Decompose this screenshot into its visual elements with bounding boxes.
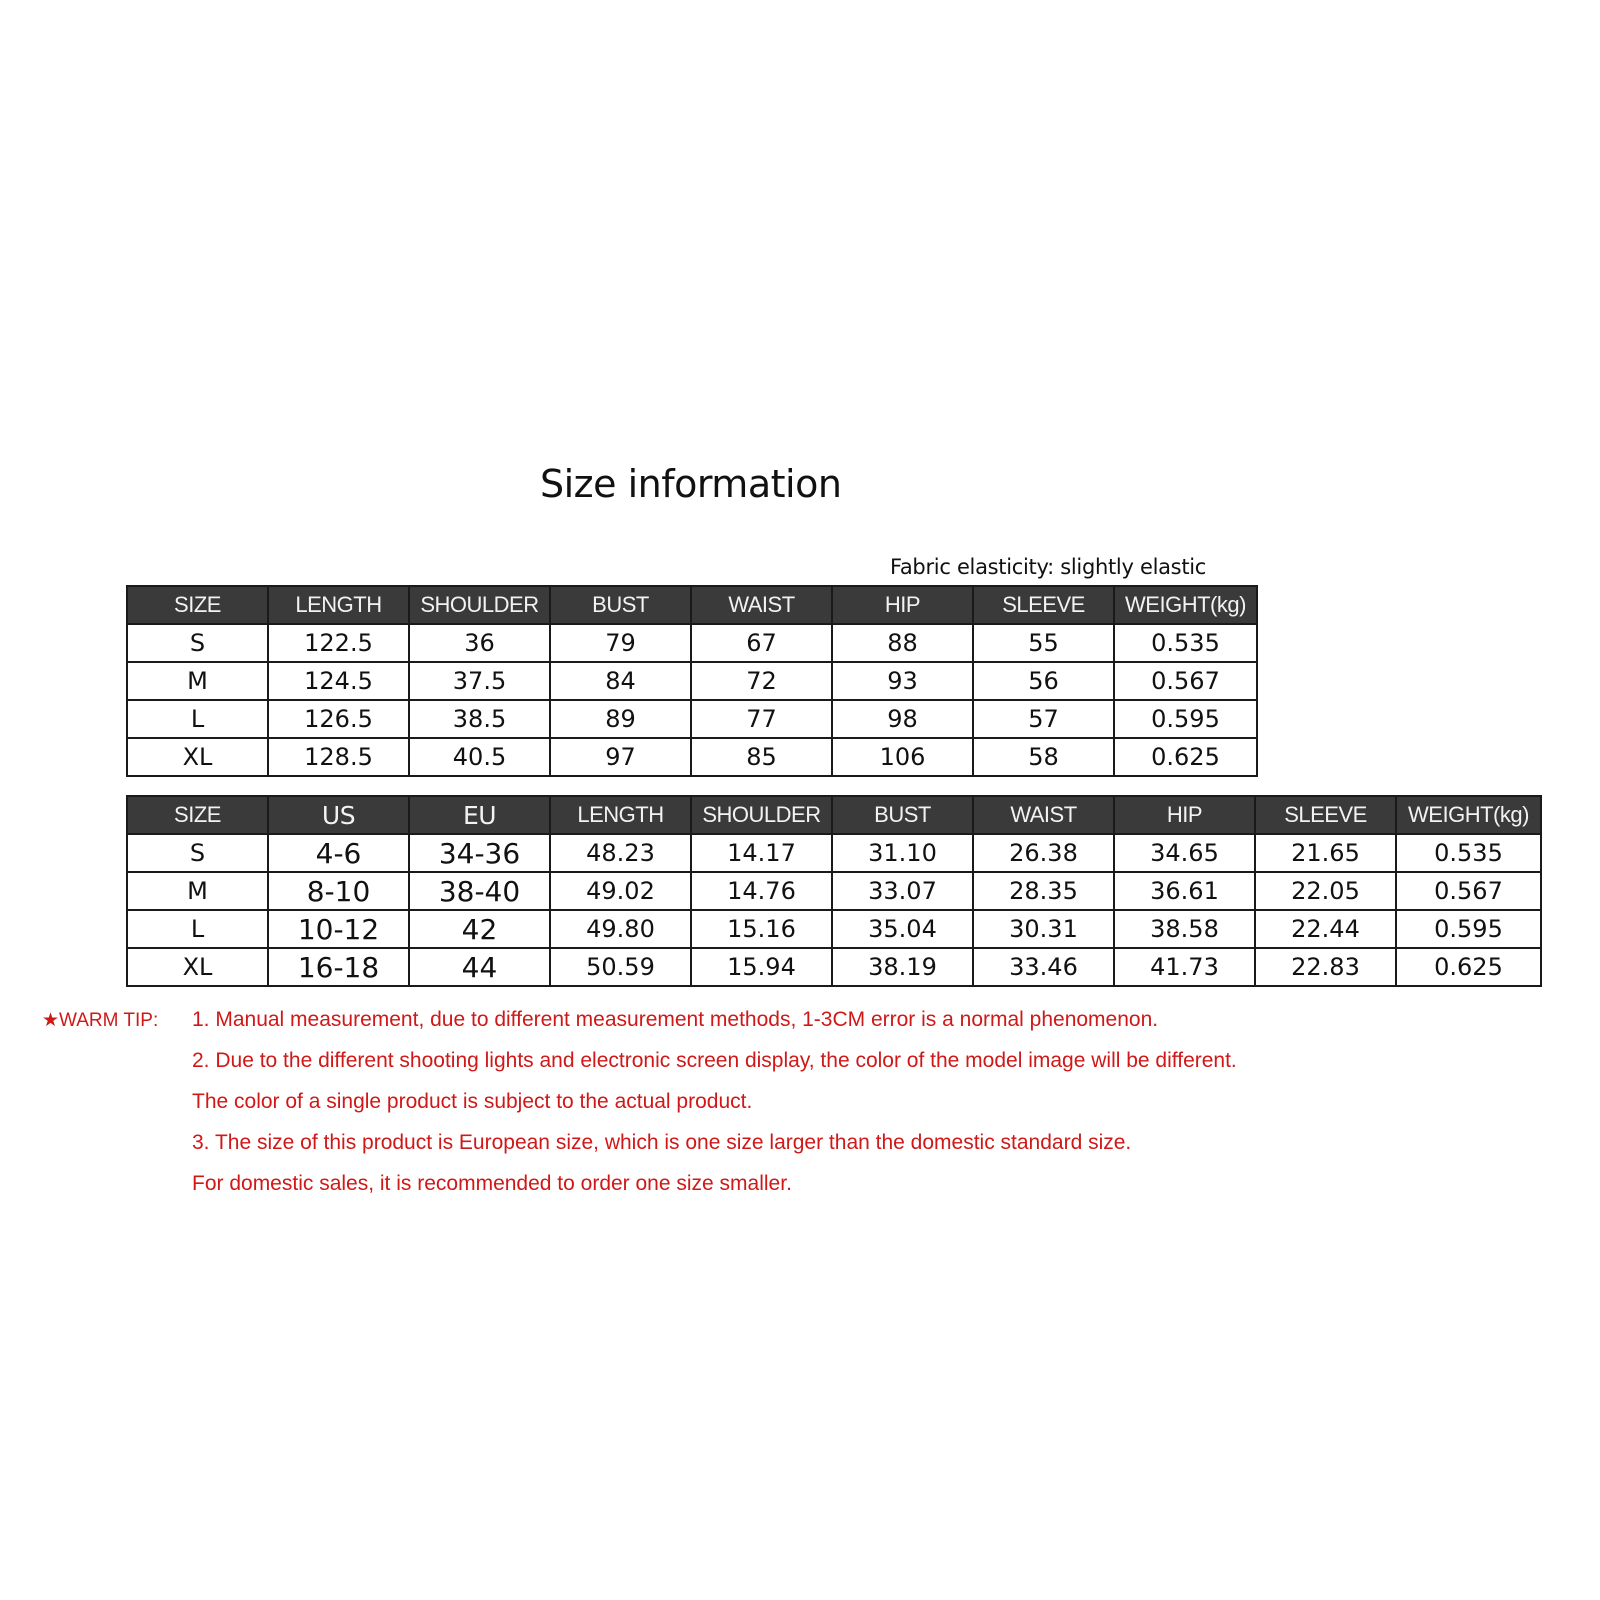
table-cell: 58 (973, 738, 1114, 776)
table-cell: 122.5 (268, 624, 409, 662)
header-cell: WEIGHT(kg) (1396, 796, 1541, 834)
table-cell: L (127, 910, 268, 948)
table-cell: 55 (973, 624, 1114, 662)
table-cell: 15.16 (691, 910, 832, 948)
table-cell: XL (127, 948, 268, 986)
table-cell: 38.5 (409, 700, 550, 738)
table-cell: M (127, 872, 268, 910)
table-cell: 85 (691, 738, 832, 776)
table-cell: 40.5 (409, 738, 550, 776)
table-cell: 88 (832, 624, 973, 662)
table-cell: 0.625 (1114, 738, 1257, 776)
header-cell: BUST (550, 586, 691, 624)
warm-tip-label: ★WARM TIP: (42, 1010, 159, 1031)
table-cell: 57 (973, 700, 1114, 738)
warm-tip-line: For domestic sales, it is recommended to order one size smaller. (192, 1172, 792, 1195)
page-title: Size information (540, 462, 842, 506)
table-cell: 56 (973, 662, 1114, 700)
table-cell: 10-12 (268, 910, 409, 948)
warm-tip-line: 3. The size of this product is European size, which is one size larger than the domestic standard size. (192, 1131, 1132, 1154)
header-cell: LENGTH (268, 586, 409, 624)
table-cell: 22.05 (1255, 872, 1396, 910)
header-cell: WAIST (691, 586, 832, 624)
header-cell: BUST (832, 796, 973, 834)
table-cell: 21.65 (1255, 834, 1396, 872)
table-cell: XL (127, 738, 268, 776)
warm-tip-line: 2. Due to the different shooting lights and electronic screen display, the color of the model image will be different. (192, 1049, 1237, 1072)
table-cell: 14.17 (691, 834, 832, 872)
table-cell: 34-36 (409, 834, 550, 872)
table-cell: 33.07 (832, 872, 973, 910)
header-cell: US (268, 796, 409, 834)
warm-tip-line: The color of a single product is subject to the actual product. (192, 1090, 753, 1113)
fabric-elasticity-note: Fabric elasticity: slightly elastic (890, 555, 1207, 579)
table-row (127, 700, 1257, 738)
table-cell: 72 (691, 662, 832, 700)
table-cell: 41.73 (1114, 948, 1255, 986)
table-cell: 42 (409, 910, 550, 948)
table-cell: S (127, 834, 268, 872)
table-header-row (127, 796, 1541, 834)
table-header-row (127, 586, 1257, 624)
table-cell: 44 (409, 948, 550, 986)
table-cell: 49.80 (550, 910, 691, 948)
table-cell: 0.595 (1396, 910, 1541, 948)
table-cell: 0.625 (1396, 948, 1541, 986)
table-cell: 98 (832, 700, 973, 738)
table-cell: 38-40 (409, 872, 550, 910)
table-cell: 38.58 (1114, 910, 1255, 948)
table-cell: 4-6 (268, 834, 409, 872)
header-cell: EU (409, 796, 550, 834)
table-cell: 36 (409, 624, 550, 662)
warm-tip-line: 1. Manual measurement, due to different measurement methods, 1-3CM error is a normal phenomenon. (192, 1008, 1159, 1031)
table-cell: 84 (550, 662, 691, 700)
header-cell: WAIST (973, 796, 1114, 834)
header-cell: SIZE (127, 796, 268, 834)
table-cell: 22.83 (1255, 948, 1396, 986)
table-cell: L (127, 700, 268, 738)
table-cell: 0.535 (1114, 624, 1257, 662)
table-cell: 36.61 (1114, 872, 1255, 910)
header-cell: HIP (832, 586, 973, 624)
table-cell: 106 (832, 738, 973, 776)
table-row (127, 662, 1257, 700)
header-cell: SHOULDER (691, 796, 832, 834)
table-cell: 79 (550, 624, 691, 662)
table-cell: 37.5 (409, 662, 550, 700)
table-row (127, 834, 1541, 872)
header-cell: WEIGHT(kg) (1114, 586, 1257, 624)
table-cell: 31.10 (832, 834, 973, 872)
table-row (127, 872, 1541, 910)
table-cell: 0.535 (1396, 834, 1541, 872)
header-cell: SLEEVE (1255, 796, 1396, 834)
table-cell: 8-10 (268, 872, 409, 910)
table-cell: 28.35 (973, 872, 1114, 910)
header-cell: SIZE (127, 586, 268, 624)
table-cell: 50.59 (550, 948, 691, 986)
table-cell: 22.44 (1255, 910, 1396, 948)
table-cell: 89 (550, 700, 691, 738)
table-row (127, 948, 1541, 986)
table-cell: 77 (691, 700, 832, 738)
table-cell: 49.02 (550, 872, 691, 910)
table-cell: 26.38 (973, 834, 1114, 872)
table-row (127, 910, 1541, 948)
table-cell: 0.567 (1396, 872, 1541, 910)
table-cell: 30.31 (973, 910, 1114, 948)
table-cell: 97 (550, 738, 691, 776)
warm-tip-lines (192, 1005, 1237, 1210)
table-cell: 93 (832, 662, 973, 700)
header-cell: LENGTH (550, 796, 691, 834)
table-cell: 15.94 (691, 948, 832, 986)
table-cell: 35.04 (832, 910, 973, 948)
cm-size-table (126, 585, 1258, 777)
table-cell: 33.46 (973, 948, 1114, 986)
table-cell: 128.5 (268, 738, 409, 776)
table-cell: 14.76 (691, 872, 832, 910)
header-cell: HIP (1114, 796, 1255, 834)
inch-size-table (126, 795, 1542, 987)
table-cell: 0.567 (1114, 662, 1257, 700)
table-cell: S (127, 624, 268, 662)
table-row (127, 738, 1257, 776)
table-cell: M (127, 662, 268, 700)
table-cell: 38.19 (832, 948, 973, 986)
header-cell: SLEEVE (973, 586, 1114, 624)
table-row (127, 624, 1257, 662)
table-cell: 124.5 (268, 662, 409, 700)
table-cell: 0.595 (1114, 700, 1257, 738)
table-cell: 16-18 (268, 948, 409, 986)
header-cell: SHOULDER (409, 586, 550, 624)
table-cell: 126.5 (268, 700, 409, 738)
table-cell: 48.23 (550, 834, 691, 872)
table-cell: 67 (691, 624, 832, 662)
table-cell: 34.65 (1114, 834, 1255, 872)
